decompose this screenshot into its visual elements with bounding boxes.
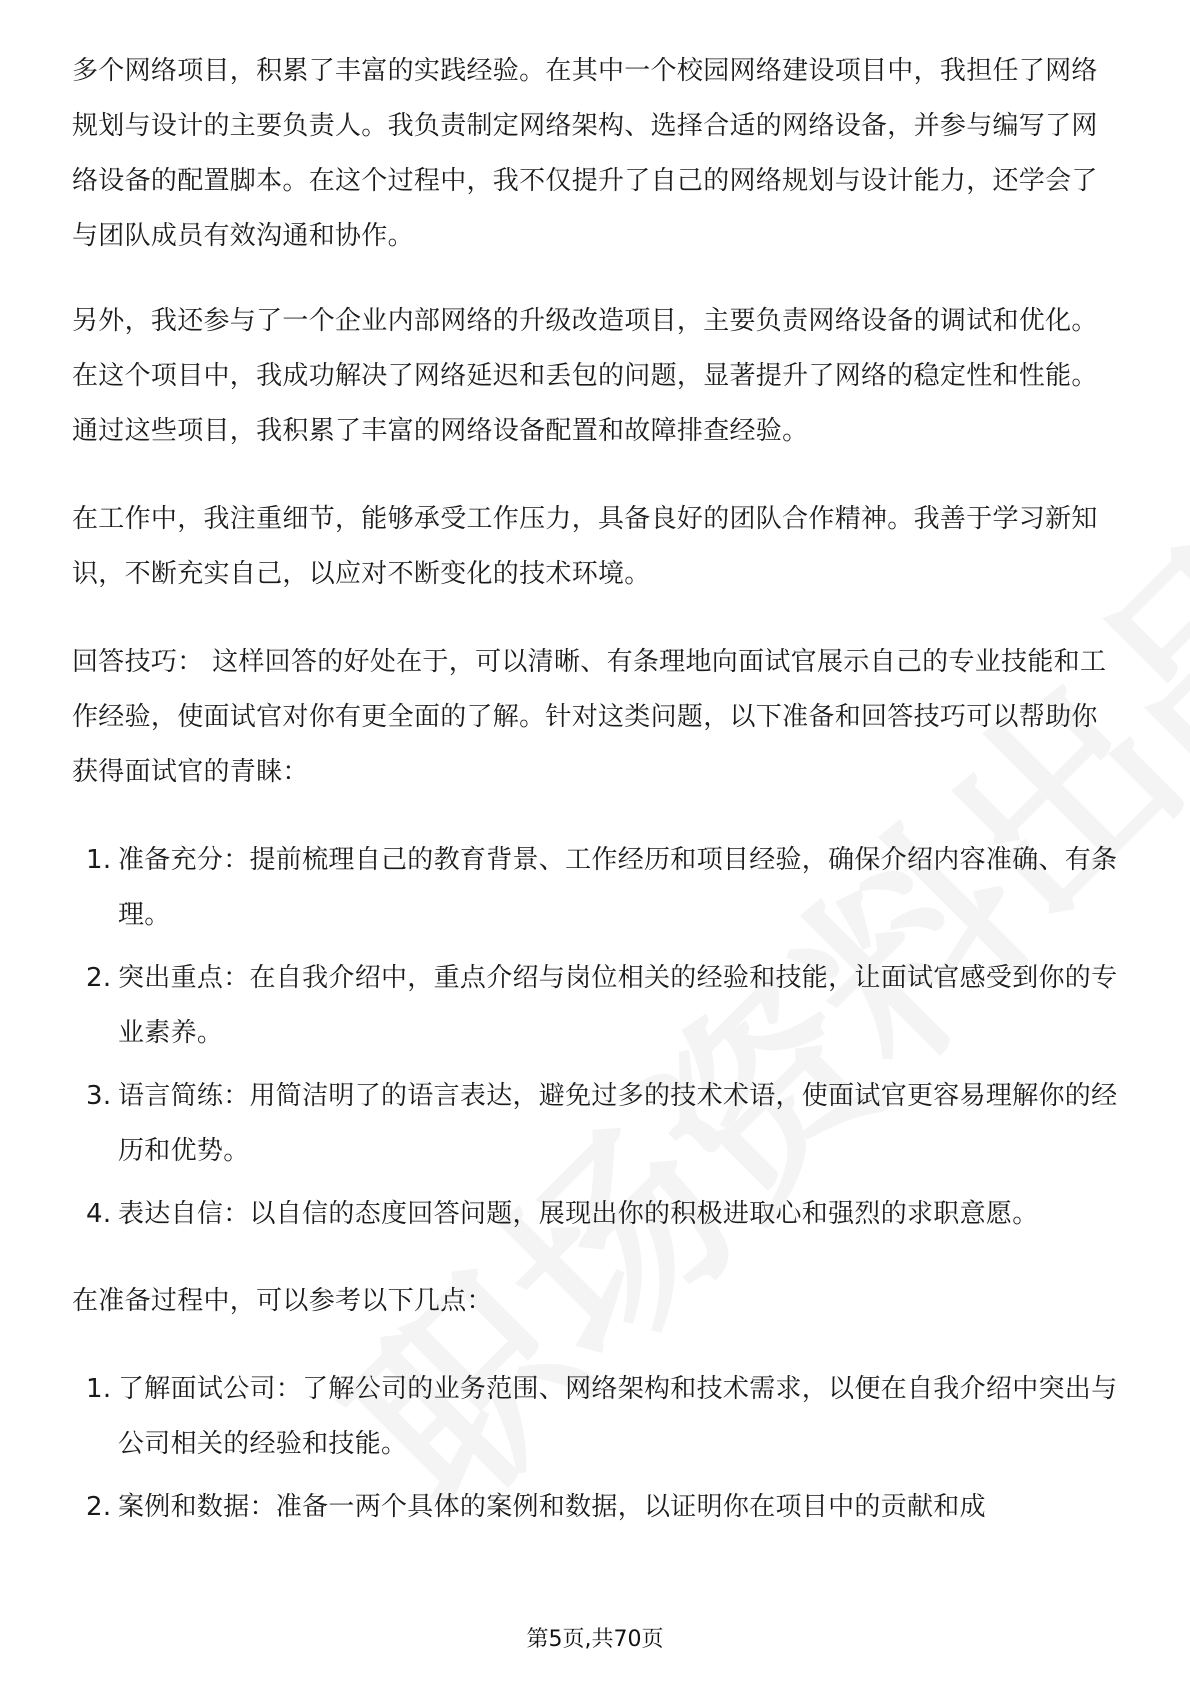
list-item [72,1362,1122,1472]
list-number: 1. [86,1374,112,1404]
tips-list [72,833,1122,1242]
paragraph-work-attitude: 在工作中，我注重细节，能够承受工作压力，具备良好的团队合作精神。我善于学习新知识，不断充实自己，以应对不断变化的技术环境。 [72,504,1098,589]
preparation-list [72,1362,1122,1535]
list-item-text: 了解面试公司：了解公司的业务范围、网络架构和技术需求，以便在自我介绍中突出与公司相关的经验和技能。 [118,1374,1118,1459]
paragraph-answer-tips: 回答技巧： 这样回答的好处在于，可以清晰、有条理地向面试官展示自己的专业技能和工作经验，使面试官对你有更全面的了解。针对这类问题，以下准备和回答技巧可以帮助你获得面试官的青睐： [72,647,1107,787]
page-number: 第5页,共70页 [526,1627,664,1652]
list-item-text: 语言简练：用简洁明了的语言表达，避免过多的技术术语，使面试官更容易理解你的经历和优势。 [118,1081,1118,1166]
list-item [72,1187,1122,1242]
list-number: 3. [86,1081,112,1111]
list-item [72,1069,1122,1179]
list-item [72,1480,1122,1535]
paragraph-enterprise-project: 另外，我还参与了一个企业内部网络的升级改造项目，主要负责网络设备的调试和优化。在这个项目中，我成功解决了网络延迟和丢包的问题，显著提升了网络的稳定性和性能。通过这些项目，我积累了丰富的网络设备配置和故障排查经验。 [72,306,1098,446]
list-number: 1. [86,845,112,875]
list-item [72,833,1122,943]
list-item-text: 突出重点：在自我介绍中，重点介绍与岗位相关的经验和技能，让面试官感受到你的专业素养。 [118,963,1118,1048]
list-item [72,951,1122,1061]
list-item-text: 表达自信：以自信的态度回答问题，展现出你的积极进取心和强烈的求职意愿。 [118,1199,1039,1229]
list-number: 2. [86,963,112,993]
list-number: 4. [86,1199,112,1229]
list-item-text: 案例和数据：准备一两个具体的案例和数据，以证明你在项目中的贡献和成 [118,1492,986,1522]
paragraph-project-experience: 多个网络项目，积累了丰富的实践经验。在其中一个校园网络建设项目中，我担任了网络规划与设计的主要负责人。我负责制定网络架构、选择合适的网络设备，并参与编写了网络设备的配置脚本。在这个过程中，我不仅提升了自己的网络规划与设计能力，还学会了与团队成员有效沟通和协作。 [72,56,1098,251]
paragraph-preparation: 在准备过程中，可以参考以下几点： [72,1286,493,1316]
list-number: 2. [86,1492,112,1522]
list-item-text: 准备充分：提前梳理自己的教育背景、工作经历和项目经验，确保介绍内容准确、有条理。 [118,845,1118,930]
document-body [72,44,1122,1567]
